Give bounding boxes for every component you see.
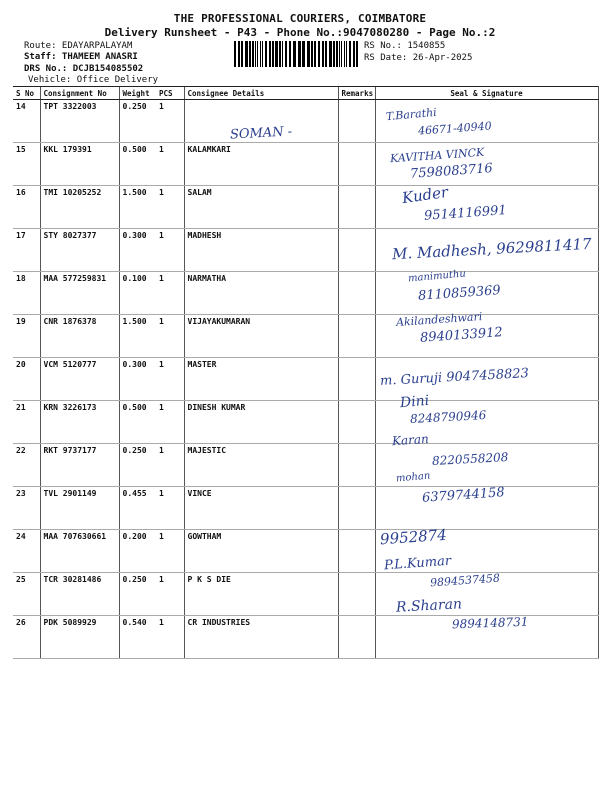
row-consignment-no: KRN 3226173 [40,401,119,444]
col-sno: S No [13,87,40,100]
row-consignee: MADHESH [184,229,338,272]
barcode-bar [282,41,283,67]
barcode-bar [314,41,316,67]
row-seal-signature [375,272,598,315]
row-pcs: 1 [156,444,184,487]
row-weight: 0.540 [119,616,156,659]
row-pcs: 1 [156,229,184,272]
table-row [13,530,598,573]
company-title: THE PROFESSIONAL COURIERS, COIMBATORE [173,12,427,25]
handwritten-signature-text: T.Barathi [385,105,438,124]
row-sno: 16 [13,186,40,229]
barcode-bar [349,41,351,67]
row-sno: 25 [13,573,40,616]
row-consignee: GOWTHAM [184,530,338,573]
row-consignment-no: STY 8027377 [40,229,119,272]
row-sno: 20 [13,358,40,401]
row-pcs: 1 [156,573,184,616]
handwritten-signature-text: Karan [391,431,430,449]
row-seal-signature [375,616,598,659]
barcode-bar [298,41,301,67]
runsheet-subtitle: Delivery Runsheet - P43 - Phone No.:9047080280 - Page No.:2 [104,26,496,39]
handwritten-signature-text: R.Sharan [395,596,463,616]
handwritten-signature-text: manimuthu [407,268,467,285]
col-weight: Weight [119,87,156,100]
vehicle-label: Vehicle: Office Delivery [28,75,159,85]
handwritten-signature-text: 46671-40940 [417,119,493,138]
row-seal-signature [375,401,598,444]
table-row [13,444,598,487]
row-consignee [184,100,338,143]
row-seal-signature [375,573,598,616]
row-weight: 0.500 [119,143,156,186]
row-consignee: SALAM [184,186,338,229]
barcode-bar [329,41,332,67]
barcode-bar [356,41,358,67]
row-pcs: 1 [156,143,184,186]
row-remarks [338,487,375,530]
row-pcs: 1 [156,315,184,358]
barcode-bar [346,41,347,67]
table-row [13,186,598,229]
barcode-bar [311,41,313,67]
table-row [13,272,598,315]
row-remarks [338,573,375,616]
row-weight: 0.200 [119,530,156,573]
handwritten-signature-text: mohan [395,470,431,485]
handwritten-signature-text: m. Guruji 9047458823 [379,366,530,389]
row-weight: 0.300 [119,358,156,401]
barcode-bar [238,41,240,67]
handwritten-signature-text: Akilandeshwari [395,310,483,329]
handwritten-signature-text: 9952874 [379,525,448,549]
row-remarks [338,315,375,358]
barcode-bar [307,41,310,67]
row-consignment-no: CNR 1876378 [40,315,119,358]
row-remarks [338,100,375,143]
barcode-bar [302,41,305,67]
row-consignment-no: VCM 5120777 [40,358,119,401]
row-consignee: VINCE [184,487,338,530]
barcode-bar [249,41,251,67]
row-sno: 15 [13,143,40,186]
row-consignee: VIJAYAKUMARAN [184,315,338,358]
table-row [13,616,598,659]
row-seal-signature [375,143,598,186]
row-remarks [338,143,375,186]
row-remarks [338,358,375,401]
rs-number: RS No.: 1540855 [364,41,446,51]
handwritten-signature-text: 6379744158 [421,485,506,506]
row-consignment-no: TPT 3322003 [40,100,119,143]
row-consignment-no: MAA 707630661 [40,530,119,573]
barcode-bar [318,41,320,67]
row-consignment-no: TMI 10205252 [40,186,119,229]
rs-date: RS Date: 26-Apr-2025 [364,53,473,63]
row-weight: 0.300 [119,229,156,272]
barcode-bar [275,41,278,67]
row-remarks [338,444,375,487]
row-weight: 0.250 [119,573,156,616]
row-sno: 19 [13,315,40,358]
table-row [13,143,598,186]
row-consignment-no: TCR 30281486 [40,573,119,616]
row-weight: 0.250 [119,444,156,487]
row-remarks [338,616,375,659]
row-sno: 18 [13,272,40,315]
barcode-bar [245,41,248,67]
barcode-bar [333,41,335,67]
handwritten-signature-text: 9894148731 [451,614,529,632]
col-consignee: Consignee Details [184,87,338,100]
handwritten-signature-text: 9514116991 [423,203,508,224]
barcode-bar [260,41,261,67]
route-label: Route: EDAYARPALAYAM [24,41,133,51]
barcode-bar [285,41,287,67]
col-consignment: Consignment No [40,87,119,100]
barcode-bar [289,41,291,67]
row-consignee: NARMATHA [184,272,338,315]
col-remarks: Remarks [338,87,375,100]
row-weight: 0.500 [119,401,156,444]
row-seal-signature [375,229,598,272]
barcode-bar [272,41,274,67]
row-pcs: 1 [156,100,184,143]
row-consignment-no: RKT 9737177 [40,444,119,487]
row-remarks [338,401,375,444]
row-seal-signature [375,315,598,358]
barcode-bar [325,41,327,67]
row-consignment-no: TVL 2901149 [40,487,119,530]
row-consignee: DINESH KUMAR [184,401,338,444]
barcode-bar [257,41,258,67]
row-consignment-no: MAA 577259831 [40,272,119,315]
handwritten-signature-text: 8220558208 [431,450,509,468]
barcode-bar [265,41,267,67]
handwritten-signature-text: SOMAN - [229,124,293,143]
row-consignee: MASTER [184,358,338,401]
barcode-bar [353,41,355,67]
delivery-table [13,86,599,659]
row-weight: 0.455 [119,487,156,530]
row-sno: 17 [13,229,40,272]
row-weight: 0.100 [119,272,156,315]
handwritten-signature-text: 9894537458 [429,571,501,590]
row-sno: 26 [13,616,40,659]
drs-number: DRS No.: DCJB154085502 [24,64,144,74]
row-remarks [338,530,375,573]
row-sno: 22 [13,444,40,487]
row-consignee: CR INDUSTRIES [184,616,338,659]
table-row [13,229,598,272]
row-pcs: 1 [156,358,184,401]
row-remarks [338,229,375,272]
row-pcs: 1 [156,272,184,315]
table-header-row [13,87,598,100]
row-seal-signature [375,530,598,573]
row-seal-signature [375,444,598,487]
row-weight: 0.250 [119,100,156,143]
handwritten-signature-text: 8940133912 [419,325,504,346]
table-row [13,401,598,444]
row-weight: 1.500 [119,315,156,358]
row-pcs: 1 [156,186,184,229]
barcode-bar [322,41,324,67]
handwritten-signature-text: KAVITHA VINCK [389,145,485,166]
row-consignee: KALAMKARI [184,143,338,186]
table-row [13,358,598,401]
barcode-bar [344,41,345,67]
barcode-bar [336,41,338,67]
row-pcs: 1 [156,401,184,444]
barcode-bar [234,41,236,67]
table-row [13,487,598,530]
row-consignee: P K S DIE [184,573,338,616]
row-sno: 14 [13,100,40,143]
barcode-bar [262,41,263,67]
handwritten-signature-text: P.L.Kumar [383,553,452,574]
row-seal-signature [375,358,598,401]
row-sno: 23 [13,487,40,530]
staff-label: Staff: THAMEEM ANASRI [24,52,138,62]
barcode-bar [279,41,281,67]
row-seal-signature [375,487,598,530]
barcode-bar [293,41,296,67]
row-remarks [338,272,375,315]
handwritten-signature-text: Dini [399,392,430,412]
handwritten-signature-text: M. Madhesh, 9629811417 [391,234,593,264]
row-sno: 21 [13,401,40,444]
row-sno: 24 [13,530,40,573]
row-pcs: 1 [156,487,184,530]
handwritten-signature-text: 8110859369 [417,283,502,304]
row-consignment-no: KKL 179391 [40,143,119,186]
row-seal-signature [375,186,598,229]
barcode-bar [252,41,254,67]
barcode-bar [339,41,340,67]
barcode-bar [241,41,243,67]
col-seal: Seal & Signature [375,87,598,100]
col-pcs: PCS [156,87,184,100]
row-weight: 1.500 [119,186,156,229]
barcode-bar [269,41,271,67]
row-consignee: MAJESTIC [184,444,338,487]
table-row [13,573,598,616]
table-row [13,315,598,358]
barcode-image [234,41,358,67]
barcode-bar [341,41,342,67]
handwritten-signature-text: 8248790946 [409,408,487,426]
row-pcs: 1 [156,530,184,573]
table-row [13,100,598,143]
handwritten-signature-text: Kuder [400,182,450,208]
row-remarks [338,186,375,229]
row-seal-signature [375,100,598,143]
barcode-bar [255,41,256,67]
row-consignment-no: PDK 5089929 [40,616,119,659]
handwritten-signature-text: 7598083716 [409,161,494,182]
row-pcs: 1 [156,616,184,659]
